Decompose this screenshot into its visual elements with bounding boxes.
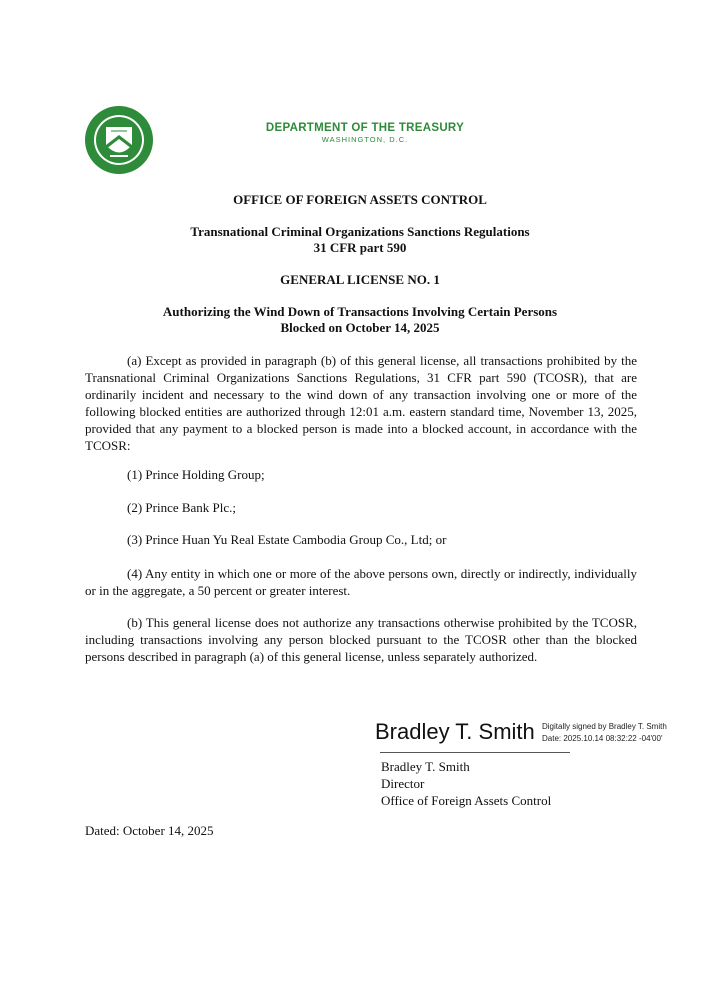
regulation-title: Transnational Criminal Organizations Sanctions Regulations: [190, 224, 530, 239]
regulation-cfr: 31 CFR part 590: [313, 240, 407, 255]
list-item: (2) Prince Bank Plc.;: [127, 500, 237, 515]
signer-title: Director: [381, 776, 425, 791]
signature-name: Bradley T. Smith: [375, 719, 535, 744]
dated-line: Dated: October 14, 2025: [85, 823, 214, 838]
signer-office: Office of Foreign Assets Control: [381, 793, 552, 808]
list-item: (1) Prince Holding Group;: [127, 467, 265, 482]
signer-name: Bradley T. Smith: [381, 759, 470, 774]
treasury-seal-logo: [84, 105, 154, 175]
subject-line-2: Blocked on October 14, 2025: [280, 320, 440, 335]
paragraph-b: (b) This general license does not authorize any transactions otherwise prohibited by the TCOSR, including transactions involving any person blocked pursuant to the TCOSR other than the blocked persons described in paragraph (a) of this general license, unless separately authorized.: [85, 615, 637, 664]
department-location: WASHINGTON, D.C.: [321, 135, 409, 144]
license-number: GENERAL LICENSE NO. 1: [280, 272, 440, 287]
signer-block: [381, 758, 551, 809]
list-item: (4) Any entity in which one or more of the above persons own, directly or indirectly, individually or in the aggregate, a 50 percent or greater interest.: [85, 566, 637, 598]
list-item: (3) Prince Huan Yu Real Estate Cambodia Group Co., Ltd; or: [127, 532, 447, 547]
paragraph-a: (a) Except as provided in paragraph (b) of this general license, all transactions prohibited by the Transnational Criminal Organizations Sanctions Regulations, 31 CFR part 590 (TCOSR), that are ordinarily incident and necessary to the wind down of any transaction involving one or more of the following blocked entities are authorized through 12:01 a.m. eastern standard time, November 13, 2025, provided that any payment to a blocked person is made into a blocked account, in accordance with the TCOSR:: [85, 353, 637, 453]
subject-line-1: Authorizing the Wind Down of Transactions Involving Certain Persons: [162, 304, 558, 319]
office-heading: OFFICE OF FOREIGN ASSETS CONTROL: [233, 192, 487, 207]
signature-line: [380, 742, 570, 753]
letterhead: [180, 122, 550, 144]
digital-signature-stamp: Digitally signed by Bradley T. Smith Date: 2025.10.14 08:32:22 -04'00': [542, 722, 667, 743]
department-name: DEPARTMENT OF THE TREASURY: [265, 122, 465, 134]
